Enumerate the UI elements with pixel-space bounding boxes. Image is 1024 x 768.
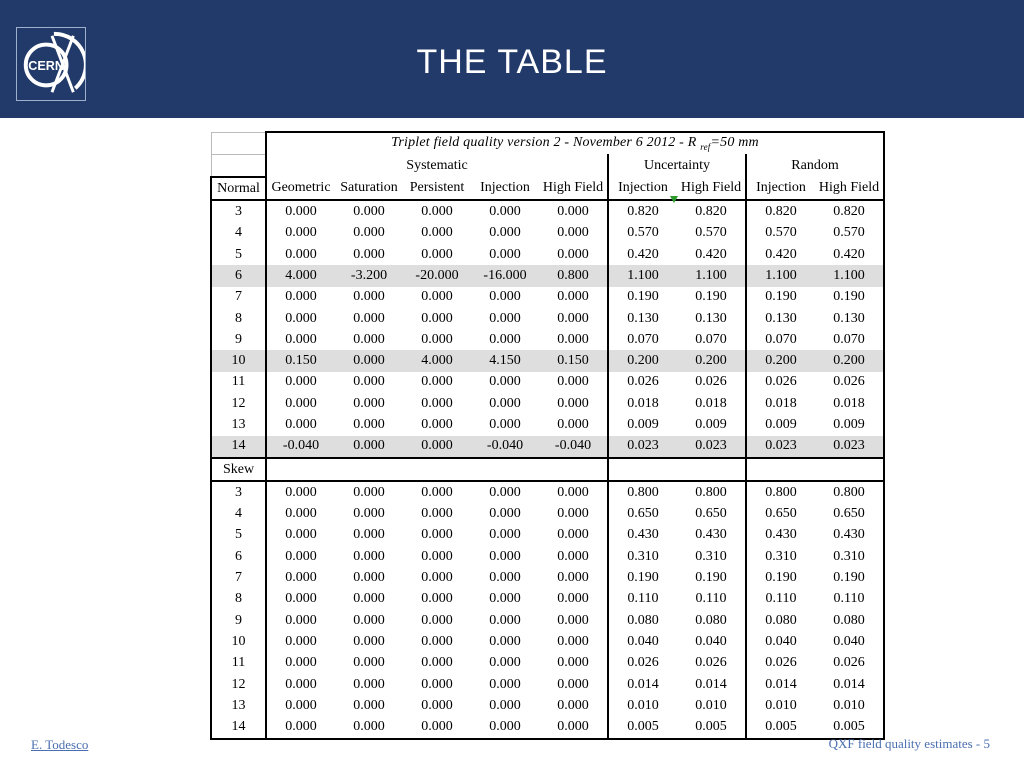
value-cell: 0.000: [421, 612, 453, 628]
value-cell: 0.800: [746, 481, 815, 503]
order-cell: 8: [211, 589, 266, 610]
value-cell: 1.100: [677, 265, 746, 286]
value-cell: 0.000: [353, 655, 385, 671]
value-cell: 0.000: [353, 570, 385, 586]
value-cell: 0.005: [677, 717, 746, 739]
value-cell: 0.040: [746, 631, 815, 652]
value-cell: 0.800: [677, 481, 746, 503]
value-cell: 0.420: [815, 244, 884, 265]
value-cell: 0.000: [489, 676, 521, 692]
comment-marker-icon: [670, 196, 678, 203]
value-cell: 0.000: [489, 331, 521, 347]
slide-header: [0, 0, 1024, 118]
table-caption: [266, 132, 884, 154]
order-cell: 4: [211, 504, 266, 525]
value-cell: 0.014: [815, 674, 884, 695]
order-cell: 6: [211, 546, 266, 567]
order-cell: 8: [211, 308, 266, 329]
table-row: [211, 504, 884, 525]
table-row: [211, 610, 884, 631]
value-cell: 0.000: [421, 289, 453, 305]
value-cell: 0.000: [489, 506, 521, 522]
value-cell: 0.000: [353, 331, 385, 347]
value-cell: 0.000: [266, 653, 335, 674]
table-row: [211, 350, 884, 371]
value-cell: 0.190: [746, 287, 815, 308]
value-cell: 0.005: [746, 717, 815, 739]
value-cell: 0.010: [695, 697, 727, 713]
value-cell: 0.070: [746, 329, 815, 350]
table-row: [211, 200, 884, 222]
value-cell: 0.014: [695, 676, 727, 692]
value-cell: 0.190: [695, 570, 727, 586]
order-cell: 3: [211, 481, 266, 503]
value-cell: 1.100: [608, 265, 677, 286]
table-row: [211, 546, 884, 567]
group-header-row: [211, 154, 884, 177]
caption-row: [211, 132, 884, 154]
value-cell: 0.010: [815, 695, 884, 716]
value-cell: 0.000: [353, 310, 385, 326]
value-cell: 0.000: [266, 223, 335, 244]
order-cell: 9: [211, 610, 266, 631]
value-cell: 0.000: [489, 225, 521, 241]
value-cell: 0.000: [335, 350, 403, 371]
uncertainty-header: Uncertainty: [608, 154, 746, 177]
value-cell: 0.000: [266, 674, 335, 695]
col-header-high-field: High Field: [539, 177, 608, 200]
value-cell: 0.000: [266, 504, 335, 525]
value-cell: 0.009: [695, 417, 727, 432]
corner-cell: [211, 132, 266, 154]
value-cell: 0.000: [421, 633, 453, 649]
value-cell: 0.190: [608, 567, 677, 588]
value-cell: 0.150: [539, 350, 608, 371]
value-cell: 0.650: [695, 506, 727, 522]
value-cell: 0.000: [353, 395, 385, 411]
value-cell: 0.000: [403, 436, 471, 458]
value-cell: 0.018: [695, 395, 727, 411]
value-cell: 0.018: [608, 393, 677, 414]
value-cell: 0.000: [266, 695, 335, 716]
value-cell: 0.000: [421, 591, 453, 607]
table-row: [211, 287, 884, 308]
value-cell: 0.000: [266, 287, 335, 308]
value-cell: 0.000: [353, 506, 385, 522]
value-cell: 0.000: [266, 414, 335, 435]
order-cell: 11: [211, 372, 266, 393]
value-cell: 0.000: [353, 612, 385, 628]
value-cell: 0.018: [746, 393, 815, 414]
value-cell: 0.430: [746, 525, 815, 546]
value-cell: 0.000: [266, 631, 335, 652]
table-row: [211, 244, 884, 265]
value-cell: 0.110: [746, 589, 815, 610]
value-cell: 0.150: [266, 350, 335, 371]
value-cell: 0.000: [421, 570, 453, 586]
value-cell: 0.000: [557, 548, 589, 564]
value-cell: 0.110: [815, 589, 884, 610]
value-cell: 0.820: [695, 204, 727, 220]
value-cell: 0.000: [353, 633, 385, 649]
value-cell: 0.023: [746, 436, 815, 458]
value-cell: 0.026: [815, 653, 884, 674]
order-cell: 14: [211, 717, 266, 739]
value-cell: 0.200: [746, 350, 815, 371]
value-cell: 0.130: [608, 308, 677, 329]
value-cell: 0.190: [815, 287, 884, 308]
value-cell: 0.000: [353, 548, 385, 564]
value-cell: 0.000: [421, 548, 453, 564]
value-cell: 0.000: [421, 331, 453, 347]
value-cell: 0.000: [557, 395, 589, 411]
order-cell: 10: [211, 350, 266, 371]
value-cell: 0.000: [421, 395, 453, 411]
value-cell: 0.026: [695, 374, 727, 390]
value-cell: 4.000: [403, 350, 471, 371]
value-cell: 0.310: [695, 548, 727, 564]
value-cell: 0.310: [608, 546, 677, 567]
value-cell: 0.130: [695, 310, 727, 326]
skew-spacer: [266, 458, 608, 481]
random-header: Random: [746, 154, 884, 177]
order-cell: 3: [211, 200, 266, 222]
skew-label-row: [211, 458, 884, 481]
order-cell: 14: [211, 436, 266, 458]
value-cell: 0.070: [815, 329, 884, 350]
value-cell: 0.000: [353, 676, 385, 692]
value-cell: 0.009: [746, 414, 815, 435]
value-cell: 0.200: [815, 350, 884, 371]
value-cell: 0.080: [608, 610, 677, 631]
value-cell: 0.000: [353, 591, 385, 607]
column-header-row: [211, 177, 884, 200]
value-cell: 0.110: [608, 589, 677, 610]
value-cell: 0.000: [489, 204, 521, 220]
table-row: [211, 265, 884, 286]
value-cell: 0.000: [489, 697, 521, 713]
value-cell: 0.000: [266, 244, 335, 265]
value-cell: 0.800: [815, 481, 884, 503]
value-cell: 0.000: [266, 546, 335, 567]
value-cell: 0.000: [489, 655, 521, 671]
value-cell: 0.000: [421, 374, 453, 390]
value-cell: 0.000: [266, 525, 335, 546]
table-row: [211, 372, 884, 393]
order-cell: 5: [211, 244, 266, 265]
value-cell: 0.000: [557, 310, 589, 326]
value-cell: 0.000: [266, 481, 335, 503]
table-row: [211, 695, 884, 716]
page-title: THE TABLE: [416, 43, 608, 81]
value-cell: 0.026: [746, 653, 815, 674]
value-cell: 0.000: [471, 481, 539, 503]
value-cell: 1.100: [815, 265, 884, 286]
value-cell: 0.190: [815, 567, 884, 588]
value-cell: 4.150: [471, 350, 539, 371]
value-cell: 0.000: [335, 481, 403, 503]
value-cell: 0.000: [489, 246, 521, 262]
value-cell: 0.000: [266, 200, 335, 222]
value-cell: 0.430: [695, 527, 727, 543]
value-cell: 0.000: [557, 591, 589, 607]
value-cell: 0.000: [557, 204, 589, 220]
col-header-rand-high-field: High Field: [815, 177, 884, 200]
value-cell: 0.014: [608, 674, 677, 695]
value-cell: 0.430: [815, 525, 884, 546]
value-cell: 0.190: [608, 287, 677, 308]
table-row: [211, 436, 884, 458]
value-cell: 0.420: [608, 244, 677, 265]
value-cell: 0.026: [746, 372, 815, 393]
value-cell: 0.200: [608, 350, 677, 371]
value-cell: 0.000: [266, 308, 335, 329]
value-cell: 0.000: [489, 527, 521, 543]
col-header-rand-injection: Injection: [746, 177, 815, 200]
value-cell: 0.000: [489, 612, 521, 628]
value-cell: 0.018: [815, 393, 884, 414]
value-cell: -3.200: [335, 265, 403, 286]
value-cell: 0.010: [746, 695, 815, 716]
col-header-geometric: Geometric: [266, 177, 335, 200]
value-cell: 0.820: [608, 200, 677, 222]
value-cell: 0.080: [746, 610, 815, 631]
value-cell: 0.000: [353, 204, 385, 220]
value-cell: 0.000: [353, 289, 385, 305]
value-cell: 0.430: [608, 525, 677, 546]
value-cell: 0.040: [815, 631, 884, 652]
value-cell: 0.000: [421, 697, 453, 713]
table-row: [211, 481, 884, 503]
value-cell: 0.023: [608, 436, 677, 458]
value-cell: 0.023: [815, 436, 884, 458]
value-cell: 0.000: [557, 506, 589, 522]
col-header-unc-high-field: High Field: [677, 177, 746, 200]
order-cell: 13: [211, 414, 266, 435]
value-cell: 0.800: [539, 265, 608, 286]
value-cell: 0.000: [421, 527, 453, 543]
value-cell: 0.310: [746, 546, 815, 567]
col-header-persistent: Persistent: [403, 177, 471, 200]
table-row: [211, 589, 884, 610]
col-header-saturation: Saturation: [335, 177, 403, 200]
value-cell: 0.026: [608, 372, 677, 393]
value-cell: 0.310: [815, 546, 884, 567]
value-cell: 0.000: [557, 417, 589, 432]
value-cell: 0.000: [421, 225, 453, 241]
table-row: [211, 308, 884, 329]
value-cell: 0.005: [815, 717, 884, 739]
value-cell: 0.110: [695, 591, 727, 607]
table-row: [211, 567, 884, 588]
value-cell: 0.000: [557, 633, 589, 649]
value-cell: 0.000: [335, 717, 403, 739]
value-cell: 0.000: [557, 374, 589, 390]
order-cell: 4: [211, 223, 266, 244]
value-cell: 0.650: [815, 504, 884, 525]
value-cell: 0.570: [608, 223, 677, 244]
value-cell: 0.000: [421, 676, 453, 692]
value-cell: -20.000: [403, 265, 471, 286]
col-header-normal: Normal: [211, 177, 266, 200]
value-cell: 0.650: [746, 504, 815, 525]
value-cell: 0.130: [815, 308, 884, 329]
value-cell: 0.000: [266, 393, 335, 414]
value-cell: 0.420: [746, 244, 815, 265]
table-row: [211, 329, 884, 350]
table-row: [211, 414, 884, 435]
value-cell: 0.000: [557, 697, 589, 713]
value-cell: 0.000: [539, 481, 608, 503]
value-cell: 0.130: [746, 308, 815, 329]
value-cell: 0.000: [353, 417, 385, 432]
value-cell: 0.000: [421, 417, 453, 432]
value-cell: 0.009: [608, 414, 677, 435]
value-cell: 0.000: [489, 417, 521, 432]
value-cell: 0.000: [353, 527, 385, 543]
value-cell: 0.190: [695, 289, 727, 305]
slide-footer-label: QXF field quality estimates - 5: [828, 736, 990, 751]
table-row: [211, 223, 884, 244]
table-row: [211, 674, 884, 695]
skew-spacer: [746, 458, 884, 481]
value-cell: 0.000: [489, 591, 521, 607]
value-cell: 0.190: [746, 567, 815, 588]
value-cell: 0.000: [266, 372, 335, 393]
order-cell: 7: [211, 567, 266, 588]
value-cell: 0.000: [266, 329, 335, 350]
value-cell: 0.000: [489, 633, 521, 649]
order-cell: 5: [211, 525, 266, 546]
caption-prefix: Triplet field quality version 2 - November 6 2012 - R: [391, 135, 697, 151]
value-cell: 0.000: [489, 310, 521, 326]
value-cell: 0.080: [815, 610, 884, 631]
table-row: [211, 717, 884, 739]
value-cell: 0.000: [403, 481, 471, 503]
value-cell: 0.000: [421, 246, 453, 262]
order-cell: 11: [211, 653, 266, 674]
value-cell: -0.040: [266, 436, 335, 458]
col-header-injection: Injection: [471, 177, 539, 200]
value-cell: 0.570: [815, 223, 884, 244]
value-cell: 0.026: [695, 655, 727, 671]
table-row: [211, 525, 884, 546]
value-cell: 0.000: [557, 527, 589, 543]
value-cell: 0.000: [421, 655, 453, 671]
caption-suffix: =50 mm: [710, 135, 759, 151]
value-cell: 0.200: [677, 350, 746, 371]
value-cell: 0.000: [266, 610, 335, 631]
value-cell: 0.820: [815, 200, 884, 222]
col-header-unc-injection: Injection: [608, 177, 677, 200]
value-cell: 0.000: [403, 717, 471, 739]
value-cell: 0.000: [489, 374, 521, 390]
value-cell: 0.570: [746, 223, 815, 244]
value-cell: 0.023: [677, 436, 746, 458]
value-cell: 0.000: [489, 395, 521, 411]
value-cell: 0.040: [608, 631, 677, 652]
value-cell: 0.000: [335, 436, 403, 458]
value-cell: 0.000: [353, 697, 385, 713]
value-cell: 0.000: [557, 612, 589, 628]
field-quality-table: [210, 131, 885, 740]
value-cell: -0.040: [539, 436, 608, 458]
value-cell: 0.000: [353, 225, 385, 241]
value-cell: 0.000: [421, 310, 453, 326]
value-cell: 0.000: [471, 717, 539, 739]
order-cell: 10: [211, 631, 266, 652]
skew-label: Skew: [211, 458, 266, 481]
value-cell: 0.800: [608, 481, 677, 503]
value-cell: 0.000: [539, 717, 608, 739]
value-cell: 0.026: [608, 653, 677, 674]
value-cell: 0.000: [557, 331, 589, 347]
value-cell: 0.650: [608, 504, 677, 525]
order-cell: 7: [211, 287, 266, 308]
order-cell: 12: [211, 393, 266, 414]
value-cell: 0.000: [353, 246, 385, 262]
value-cell: 0.000: [266, 589, 335, 610]
table-row: [211, 631, 884, 652]
value-cell: 0.000: [557, 225, 589, 241]
value-cell: 0.000: [489, 570, 521, 586]
value-cell: 0.070: [695, 331, 727, 347]
systematic-header: Systematic: [266, 154, 608, 177]
value-cell: 0.026: [815, 372, 884, 393]
value-cell: 0.820: [746, 200, 815, 222]
order-cell: 13: [211, 695, 266, 716]
logo-text: CERN: [28, 58, 65, 73]
value-cell: 0.000: [266, 717, 335, 739]
value-cell: 4.000: [266, 265, 335, 286]
value-cell: 0.010: [608, 695, 677, 716]
caption-subscript: ref: [700, 142, 711, 153]
value-cell: 0.040: [695, 633, 727, 649]
author-link[interactable]: E. Todesco: [31, 737, 89, 752]
value-cell: 0.000: [557, 570, 589, 586]
value-cell: 0.009: [815, 414, 884, 435]
value-cell: -0.040: [471, 436, 539, 458]
value-cell: 0.000: [421, 204, 453, 220]
value-cell: 0.000: [557, 246, 589, 262]
value-cell: 0.000: [557, 676, 589, 692]
value-cell: 0.000: [489, 548, 521, 564]
value-cell: 0.080: [695, 612, 727, 628]
value-cell: 1.100: [746, 265, 815, 286]
value-cell: 0.000: [421, 506, 453, 522]
value-cell: 0.570: [695, 225, 727, 241]
value-cell: 0.000: [266, 567, 335, 588]
value-cell: 0.005: [608, 717, 677, 739]
order-cell: 12: [211, 674, 266, 695]
order-cell: 6: [211, 265, 266, 286]
value-cell: 0.000: [489, 289, 521, 305]
table-row: [211, 653, 884, 674]
value-cell: 0.000: [353, 374, 385, 390]
table-row: [211, 393, 884, 414]
value-cell: 0.070: [608, 329, 677, 350]
order-cell: 9: [211, 329, 266, 350]
value-cell: 0.000: [557, 655, 589, 671]
skew-spacer: [608, 458, 746, 481]
value-cell: -16.000: [471, 265, 539, 286]
value-cell: 0.014: [746, 674, 815, 695]
value-cell: 0.000: [557, 289, 589, 305]
value-cell: 0.420: [695, 246, 727, 262]
corner-cell-2: [211, 154, 266, 177]
